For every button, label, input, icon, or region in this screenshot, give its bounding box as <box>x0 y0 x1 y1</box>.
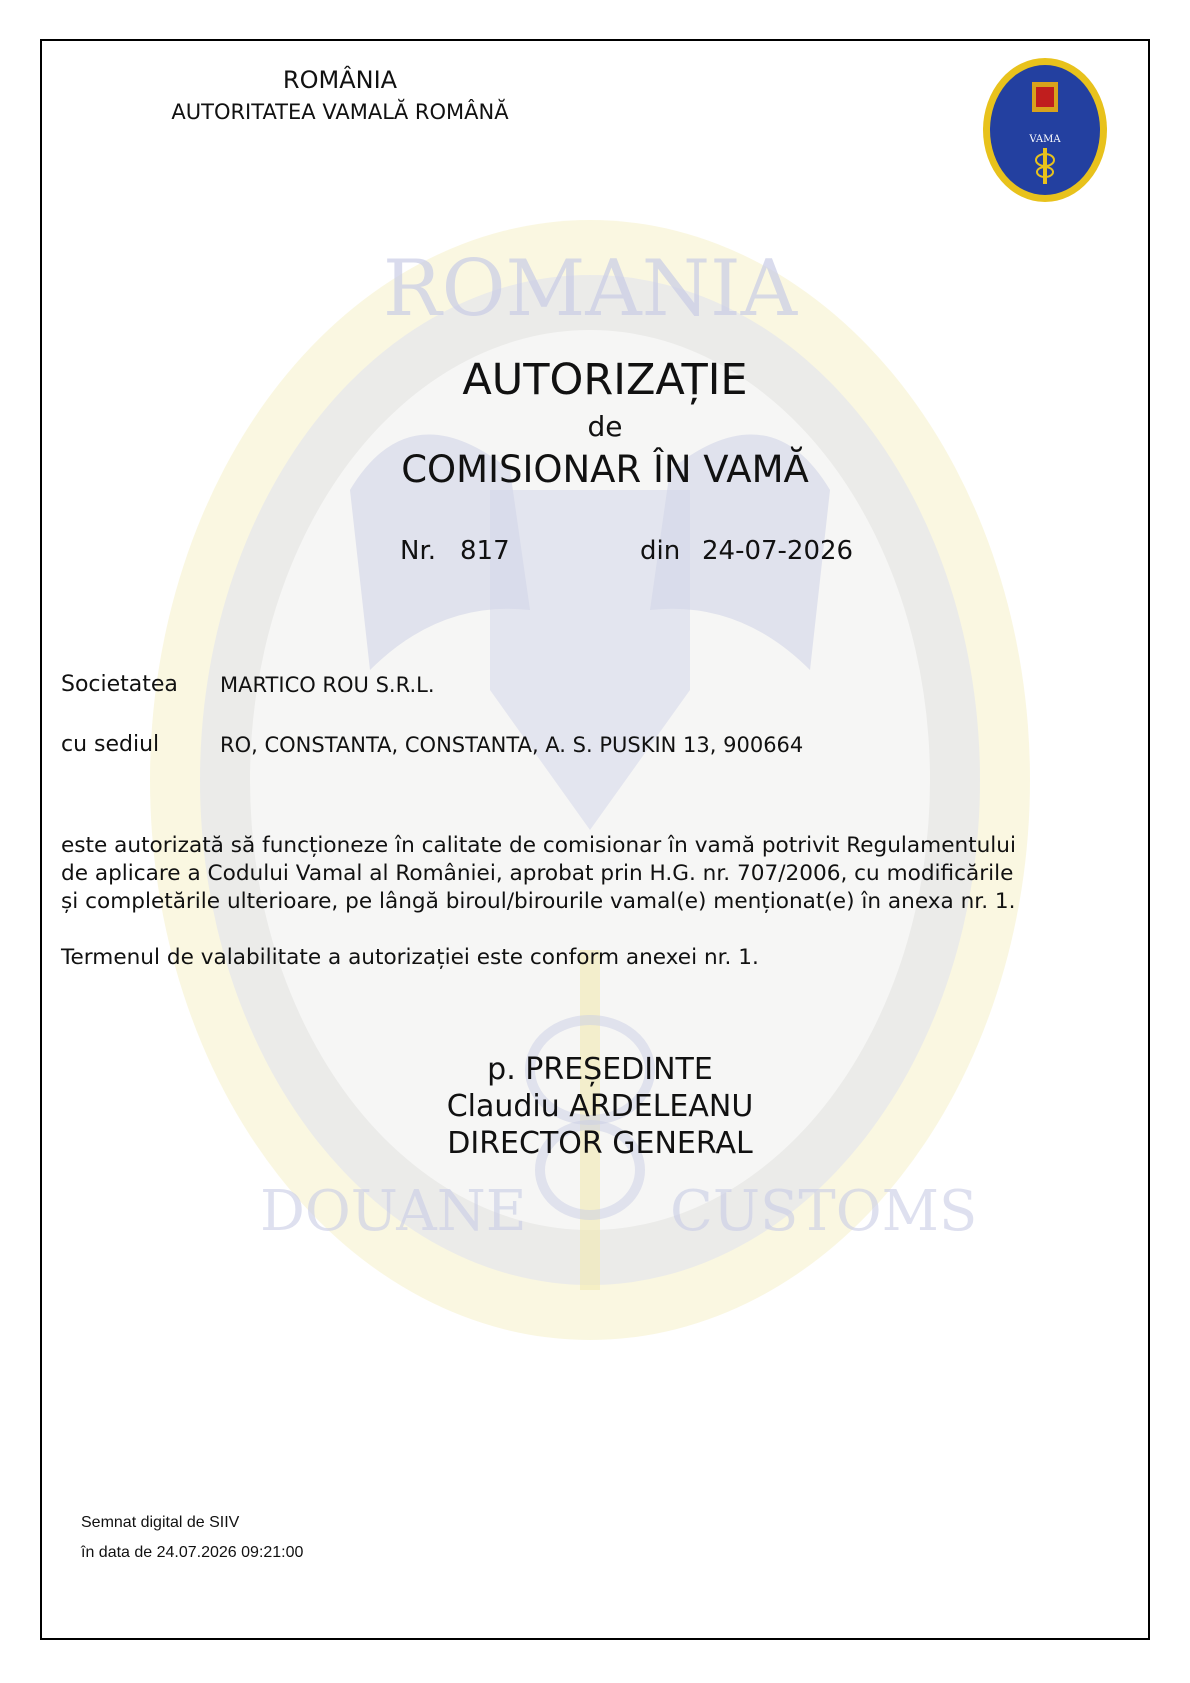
title-connector: de <box>587 410 623 443</box>
signatory-title: DIRECTOR GENERAL <box>447 1126 753 1161</box>
svg-text:CUSTOMS: CUSTOMS <box>670 1179 978 1244</box>
agency-name: AUTORITATEA VAMALĂ ROMÂNĂ <box>171 100 509 124</box>
customs-emblem-icon <box>980 56 1110 204</box>
document-title: AUTORIZAȚIE <box>462 355 748 405</box>
number-value: 817 <box>460 536 510 566</box>
document-subtitle: COMISIONAR ÎN VAMĂ <box>401 448 809 491</box>
authorization-paragraph <box>61 832 1141 916</box>
paragraph-line: este autorizată să funcționeze în calitate de comisionar în vamă potrivit Regulamentului <box>61 833 1016 858</box>
signatory-block <box>390 1051 810 1162</box>
company-value: MARTICO ROU S.R.L. <box>220 673 435 697</box>
company-label: Societatea <box>61 672 178 697</box>
validity-statement: Termenul de valabilitate a autorizației este conform anexei nr. 1. <box>61 945 759 970</box>
svg-text:DOUANE: DOUANE <box>260 1179 527 1244</box>
date-label: din <box>640 536 681 566</box>
svg-text:ROMANIA: ROMANIA <box>382 244 798 334</box>
svg-text:VAMA: VAMA <box>1029 134 1061 145</box>
paragraph-line: și completările ulterioare, pe lângă biroul/birourile vamal(e) menționat(e) în anexa nr. 1. <box>61 889 1016 914</box>
signatory-name: Claudiu ARDELEANU <box>446 1089 754 1124</box>
signatory-role: p. PREȘEDINTE <box>487 1052 713 1087</box>
digital-signature-by: Semnat digital de SIIV <box>81 1514 240 1531</box>
number-label: Nr. <box>400 536 437 566</box>
country-name: ROMÂNIA <box>282 66 398 94</box>
address-label: cu sediul <box>61 732 160 757</box>
date-value: 24-07-2026 <box>702 536 854 566</box>
paragraph-line: de aplicare a Codului Vamal al României, aprobat prin H.G. nr. 707/2006, cu modificările <box>61 861 1014 886</box>
digital-signature-date: în data de 24.07.2026 09:21:00 <box>81 1544 304 1561</box>
address-value: RO, CONSTANTA, CONSTANTA, A. S. PUSKIN 13, 900664 <box>220 733 804 757</box>
